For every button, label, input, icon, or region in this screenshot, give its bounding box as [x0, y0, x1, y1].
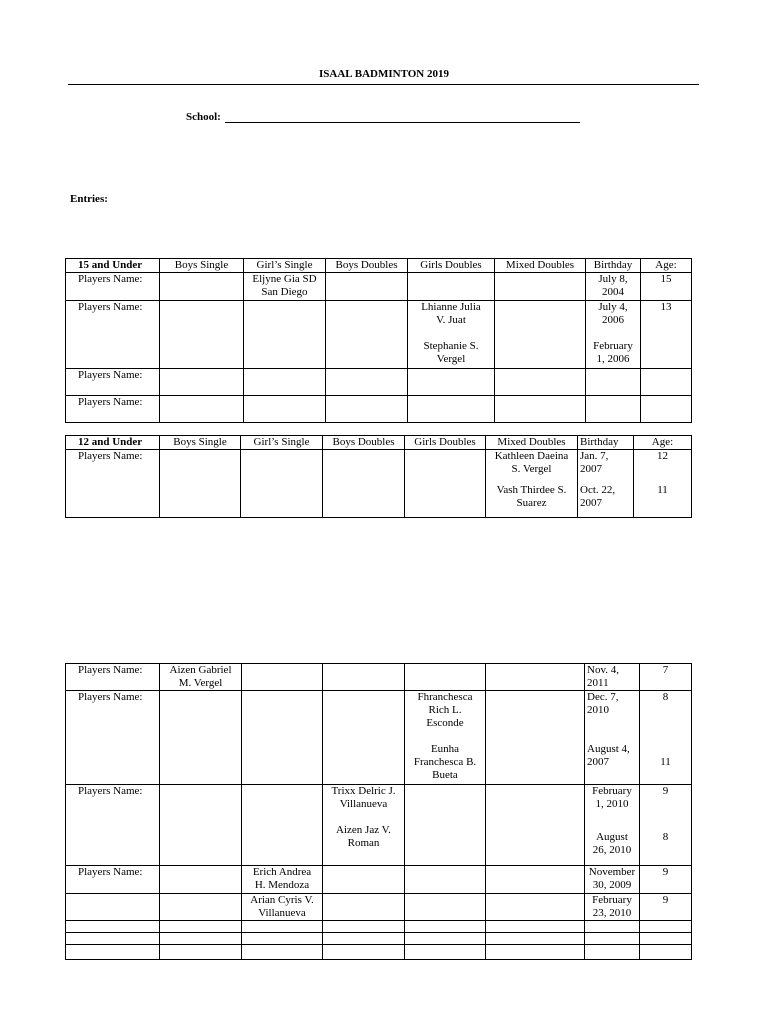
- players-name-label: Players Name:: [66, 301, 160, 369]
- cell-girls-doubles[interactable]: [405, 866, 486, 894]
- cell-boys-doubles[interactable]: [323, 894, 405, 921]
- birthday-text: July 4,: [598, 301, 628, 313]
- cell-boys-single[interactable]: [160, 273, 244, 301]
- cell-girls-single[interactable]: [242, 691, 323, 785]
- age-text: 11: [657, 484, 668, 496]
- birthday-text: 23, 2010: [592, 907, 632, 919]
- cell-empty[interactable]: [586, 396, 641, 423]
- age-text: 12: [657, 450, 668, 462]
- col-girls-doubles: Girls Doubles: [408, 259, 495, 273]
- cell-empty[interactable]: [408, 369, 495, 396]
- cell-mixed-doubles[interactable]: [486, 894, 585, 921]
- cell-empty[interactable]: [585, 933, 640, 945]
- cell-boys-doubles[interactable]: [326, 273, 408, 301]
- col-birthday: Birthday: [578, 436, 634, 450]
- table-row: [66, 369, 692, 396]
- birthday-text: November: [588, 866, 636, 878]
- birthday-text: 2007: [587, 756, 609, 768]
- col-girls-doubles: Girls Doubles: [405, 436, 486, 450]
- cell-birthday: [585, 664, 640, 691]
- cell-empty[interactable]: [640, 933, 692, 945]
- cell-girls-doubles[interactable]: [405, 691, 486, 785]
- birthday-text: 2011: [587, 677, 609, 689]
- cell-boys-doubles[interactable]: [326, 301, 408, 369]
- player-name: H. Mendoza: [254, 879, 310, 891]
- player-name: Rich L.: [428, 704, 462, 716]
- cell-girls-doubles[interactable]: [405, 664, 486, 691]
- birthday-text: February: [592, 785, 632, 797]
- birthday-text: July 8,: [598, 273, 628, 285]
- cell-mixed-doubles[interactable]: [486, 785, 585, 866]
- player-name: S. Vergel: [511, 463, 552, 475]
- cell-age: 15: [641, 273, 692, 301]
- table-row: [66, 785, 692, 866]
- category-header: 15 and Under: [66, 259, 160, 273]
- birthday-text: 2007: [580, 497, 602, 509]
- cell-boys-single[interactable]: [160, 450, 241, 518]
- cell-empty[interactable]: [323, 945, 405, 960]
- cell-girls-doubles[interactable]: [408, 273, 495, 301]
- age-text: 8: [662, 831, 669, 843]
- birthday-text: August: [596, 831, 628, 843]
- cell-boys-doubles[interactable]: [323, 691, 405, 785]
- cell-empty[interactable]: [242, 921, 323, 933]
- col-girls-single: Girl’s Single: [241, 436, 323, 450]
- cell-empty[interactable]: [408, 396, 495, 423]
- cell-age: [634, 450, 692, 518]
- cell-empty[interactable]: [585, 945, 640, 960]
- cell-age: 9: [640, 894, 692, 921]
- table-row: [66, 866, 692, 894]
- title-rule: [68, 84, 699, 85]
- cell-empty[interactable]: [405, 933, 486, 945]
- table-row: [66, 933, 692, 945]
- table-row: [66, 273, 692, 301]
- cell-empty[interactable]: [495, 396, 586, 423]
- col-mixed-doubles: Mixed Doubles: [495, 259, 586, 273]
- col-boys-doubles: Boys Doubles: [326, 259, 408, 273]
- players-name-label: Players Name:: [66, 691, 160, 785]
- player-name: Trixx Delric J.: [331, 785, 396, 797]
- table-row: [66, 945, 692, 960]
- cell-boys-single[interactable]: [160, 691, 242, 785]
- cell-empty[interactable]: [486, 921, 585, 933]
- table-row: [66, 450, 692, 518]
- player-name: Lhianne Julia: [421, 301, 481, 313]
- table-row: [66, 894, 692, 921]
- cell-empty[interactable]: [586, 369, 641, 396]
- player-name: Esconde: [426, 717, 464, 729]
- cell-age: [640, 785, 692, 866]
- cell-mixed-doubles[interactable]: [486, 450, 578, 518]
- cell-girls-doubles[interactable]: [405, 785, 486, 866]
- cell-empty[interactable]: [640, 921, 692, 933]
- school-label: School:: [186, 111, 221, 123]
- cell-empty[interactable]: [242, 933, 323, 945]
- cell-birthday: [586, 273, 641, 301]
- cell-empty[interactable]: [323, 933, 405, 945]
- cell-birthday: [585, 866, 640, 894]
- cell-mixed-doubles[interactable]: [495, 301, 586, 369]
- cell-girls-single[interactable]: [241, 450, 323, 518]
- cell-empty[interactable]: [66, 894, 160, 921]
- player-name: Kathleen Daeina: [494, 450, 569, 462]
- player-name: Villanueva: [258, 907, 306, 919]
- player-name: V. Juat: [436, 314, 466, 326]
- birthday-text: February: [593, 340, 633, 352]
- age-text: 9: [662, 785, 669, 797]
- cell-mixed-doubles[interactable]: [486, 664, 585, 691]
- player-name: Vergel: [436, 353, 466, 365]
- cell-girls-single[interactable]: [244, 301, 326, 369]
- table-header-row: [66, 436, 692, 450]
- cell-boys-single[interactable]: [160, 664, 242, 691]
- player-name: Arian Cyris V.: [250, 894, 314, 906]
- cell-girls-doubles[interactable]: [405, 894, 486, 921]
- cell-age: [640, 691, 692, 785]
- age-text: 8: [662, 691, 669, 703]
- birthday-text: August 4,: [587, 743, 630, 755]
- cell-empty[interactable]: [585, 921, 640, 933]
- cell-age: 13: [641, 301, 692, 369]
- cell-empty[interactable]: [323, 921, 405, 933]
- cell-empty[interactable]: [244, 369, 326, 396]
- cell-empty[interactable]: [486, 945, 585, 960]
- player-name: Aizen Jaz V.: [336, 824, 391, 836]
- player-name: Roman: [347, 837, 380, 849]
- table-row: [66, 664, 692, 691]
- cell-girls-single[interactable]: [242, 866, 323, 894]
- cell-empty[interactable]: [242, 945, 323, 960]
- cell-boys-single[interactable]: [160, 301, 244, 369]
- cell-boys-single[interactable]: [160, 894, 242, 921]
- entries-label: Entries:: [70, 193, 108, 205]
- cell-age: 9: [640, 866, 692, 894]
- table-15-and-under: [65, 258, 692, 423]
- cell-mixed-doubles[interactable]: [495, 273, 586, 301]
- player-name: Vash Thirdee S.: [496, 484, 567, 496]
- cell-boys-doubles[interactable]: [323, 450, 405, 518]
- birthday-text: Oct. 22,: [580, 484, 616, 496]
- col-boys-single: Boys Single: [160, 436, 241, 450]
- col-boys-doubles: Boys Doubles: [323, 436, 405, 450]
- col-birthday: Birthday: [586, 259, 641, 273]
- player-name: Eunha: [430, 743, 460, 755]
- document-title: ISAAL BADMINTON 2019: [319, 68, 449, 80]
- players-name-label: Players Name:: [66, 369, 160, 396]
- cell-age: 7: [640, 664, 692, 691]
- birthday-text: 2006: [602, 314, 624, 326]
- col-girls-single: Girl’s Single: [244, 259, 326, 273]
- player-name: M. Vergel: [178, 677, 223, 689]
- birthday-text: 1, 2006: [596, 353, 630, 365]
- player-name: San Diego: [261, 286, 308, 298]
- cell-empty[interactable]: [160, 945, 242, 960]
- player-name: Aizen Gabriel: [169, 664, 232, 676]
- cell-birthday: [585, 691, 640, 785]
- cell-empty[interactable]: [160, 933, 242, 945]
- cell-empty[interactable]: [641, 369, 692, 396]
- cell-girls-doubles[interactable]: [405, 450, 486, 518]
- birthday-text: 30, 2009: [592, 879, 632, 891]
- cell-girls-single[interactable]: [242, 664, 323, 691]
- cell-empty[interactable]: [405, 945, 486, 960]
- col-age: Age:: [634, 436, 692, 450]
- cell-birthday: [578, 450, 634, 518]
- col-mixed-doubles: Mixed Doubles: [486, 436, 578, 450]
- cell-empty[interactable]: [486, 933, 585, 945]
- player-name: Franchesca B.: [413, 756, 477, 768]
- birthday-text: Dec. 7,: [587, 691, 619, 703]
- cell-boys-doubles[interactable]: [323, 664, 405, 691]
- player-name: Stephanie S.: [423, 340, 479, 352]
- birthday-text: Jan. 7,: [580, 450, 609, 462]
- cell-empty[interactable]: [66, 921, 160, 933]
- player-name: Fhranchesca: [417, 691, 473, 703]
- birthday-text: 2007: [580, 463, 602, 475]
- cell-boys-single[interactable]: [160, 785, 242, 866]
- players-name-label: Players Name:: [66, 866, 160, 894]
- player-name: Bueta: [432, 769, 458, 781]
- col-boys-single: Boys Single: [160, 259, 244, 273]
- cell-birthday: [585, 894, 640, 921]
- cell-mixed-doubles[interactable]: [486, 691, 585, 785]
- birthday-text: 26, 2010: [592, 844, 632, 856]
- player-name: Eljyne Gia SD: [252, 273, 317, 285]
- cell-boys-single[interactable]: [160, 866, 242, 894]
- birthday-text: 1, 2010: [595, 798, 629, 810]
- birthday-text: Nov. 4,: [587, 664, 619, 676]
- cell-boys-doubles[interactable]: [323, 785, 405, 866]
- table-row: [66, 301, 692, 369]
- players-name-label: Players Name:: [66, 273, 160, 301]
- birthday-text: 2004: [602, 286, 624, 298]
- player-name: Suarez: [516, 497, 547, 509]
- birthday-text: 2010: [587, 704, 609, 716]
- table-continued: [65, 663, 692, 960]
- cell-empty[interactable]: [160, 369, 244, 396]
- birthday-text: February: [592, 894, 632, 906]
- table-row: [66, 921, 692, 933]
- cell-empty[interactable]: [326, 396, 408, 423]
- col-age: Age:: [641, 259, 692, 273]
- cell-empty[interactable]: [640, 945, 692, 960]
- players-name-label: Players Name:: [66, 664, 160, 691]
- player-name: Villanueva: [339, 798, 388, 810]
- school-blank-line[interactable]: [225, 112, 580, 123]
- school-field: [186, 111, 580, 123]
- table-header-row: [66, 259, 692, 273]
- cell-empty[interactable]: [66, 945, 160, 960]
- cell-birthday: [585, 785, 640, 866]
- category-header: 12 and Under: [66, 436, 160, 450]
- cell-empty[interactable]: [405, 921, 486, 933]
- cell-girls-single[interactable]: [244, 273, 326, 301]
- table-row: [66, 691, 692, 785]
- cell-empty[interactable]: [641, 396, 692, 423]
- cell-boys-doubles[interactable]: [323, 866, 405, 894]
- cell-empty[interactable]: [160, 396, 244, 423]
- player-name: Erich Andrea: [252, 866, 312, 878]
- players-name-label: Players Name:: [66, 450, 160, 518]
- cell-girls-doubles[interactable]: [408, 301, 495, 369]
- cell-girls-single[interactable]: [242, 894, 323, 921]
- cell-empty[interactable]: [66, 933, 160, 945]
- cell-girls-single[interactable]: [242, 785, 323, 866]
- table-12-and-under: [65, 435, 692, 518]
- cell-empty[interactable]: [244, 396, 326, 423]
- age-text: 11: [660, 756, 671, 768]
- table-row: [66, 396, 692, 423]
- players-name-label: Players Name:: [66, 785, 160, 866]
- cell-mixed-doubles[interactable]: [486, 866, 585, 894]
- cell-birthday: [586, 301, 641, 369]
- cell-empty[interactable]: [495, 369, 586, 396]
- cell-empty[interactable]: [160, 921, 242, 933]
- cell-empty[interactable]: [326, 369, 408, 396]
- players-name-label: Players Name:: [66, 396, 160, 423]
